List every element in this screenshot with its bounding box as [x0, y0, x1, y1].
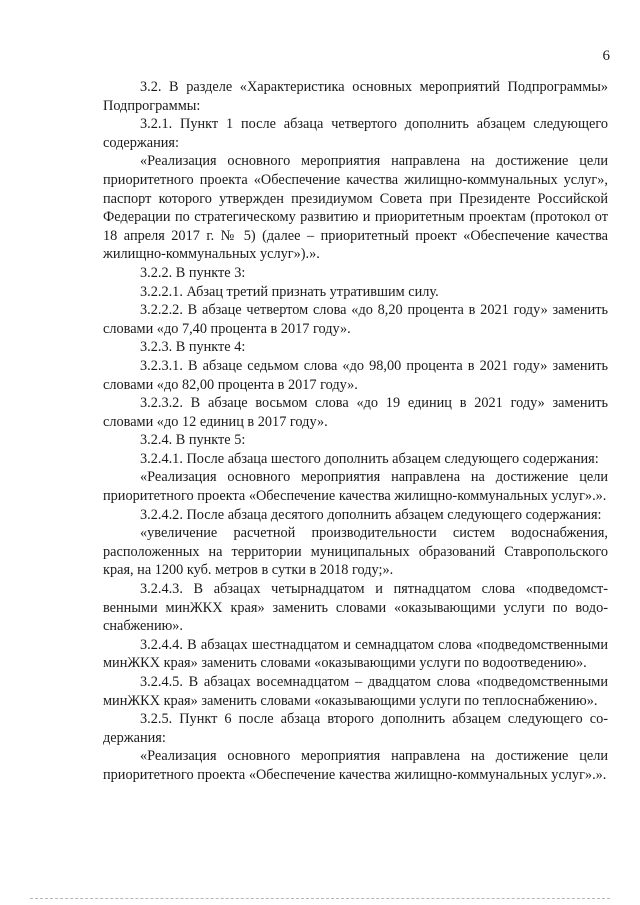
paragraph-3-2: 3.2. В разделе «Характеристика основных мероприятий Подпрограммы» Подпрограммы: — [103, 79, 608, 114]
paragraph-3-2-3: 3.2.3. В пункте 4: — [140, 339, 246, 356]
paragraph-3-2-1: 3.2.1. Пункт 1 после абзаца четвертого дополнить абзацем следующего содержания: — [103, 116, 608, 151]
paragraph-3-2-4-1: 3.2.4.1. После абзаца шестого дополнить абзацем следующего содержания: — [140, 450, 599, 467]
paragraph-3-2-2-2: 3.2.2.2. В абзаце четвертом слова «до 8,20 процента в 2021 году» заменить словами «до 7,40 процента в 2017 году». — [103, 302, 608, 337]
quote-paragraph: «увеличение расчетной производительности систем водоснабжения, расположенных на территории муниципальных образований Ставропольского края, на 1200 куб. метров в сутки в 2018 году;». — [103, 525, 608, 579]
paragraph-3-2-2-1: 3.2.2.1. Абзац третий признать утратившим силу. — [140, 283, 439, 300]
paragraph-3-2-4-3: 3.2.4.3. В абзацах четырнадцатом и пятнадцатом слова «подведомственными минЖКХ края» заменить словами «оказывающими услуги по водоснабжению». — [103, 581, 608, 635]
quote-paragraph: «Реализация основного мероприятия направлена на достижение цели приоритетного проекта «Обеспечение качества жилищно-коммунальных услуг».». — [103, 748, 608, 783]
paragraph-3-2-4-5: 3.2.4.5. В абзацах восемнадцатом – двадцатом слова «подведомственными минЖКХ края» заменить словами «оказывающими услуги по теплоснабжению». — [103, 674, 608, 709]
paragraph-3-2-4: 3.2.4. В пункте 5: — [140, 432, 246, 449]
paragraph-3-2-3-2: 3.2.3.2. В абзаце восьмом слова «до 19 единиц в 2021 году» заменить словами «до 12 единиц в 2017 году». — [103, 395, 608, 430]
paragraph-3-2-4-4: 3.2.4.4. В абзацах шестнадцатом и семнадцатом слова «подведомственными минЖКХ края» заменить словами «оказывающими услуги по водоотведению». — [103, 636, 608, 672]
paragraph-3-2-4-2: 3.2.4.2. После абзаца десятого дополнить абзацем следующего содержания: — [140, 506, 602, 523]
quote-paragraph: «Реализация основного мероприятия направлена на достижение цели приоритетного проекта «Обеспечение качества жилищно-коммунальных услуг».». — [103, 469, 608, 505]
quote-paragraph: «Реализация основного мероприятия направлена на достижение цели приоритетного проекта «Обеспечение качества жилищно-коммунальных услуг», паспорт которого утвержден президиумом Совета при Президенте Российской Федерации по стратегическому развитию и приоритетным проектам (протокол от 18 апреля 2017 г. № 5) (далее – приоритетный проект «Обеспечение качества жилищно-коммунальных услуг»).». — [103, 153, 608, 263]
scan-edge-line — [30, 898, 610, 899]
paragraph-3-2-5: 3.2.5. Пункт 6 после абзаца второго дополнить абзацем следующего содержания: — [103, 711, 608, 746]
paragraph-3-2-2: 3.2.2. В пункте 3: — [140, 264, 246, 281]
document-body — [103, 78, 608, 785]
paragraph-3-2-3-1: 3.2.3.1. В абзаце седьмом слова «до 98,00 процента в 2021 году» заменить словами «до 82,00 процента в 2017 году». — [103, 357, 608, 393]
page-number: 6 — [602, 48, 610, 64]
